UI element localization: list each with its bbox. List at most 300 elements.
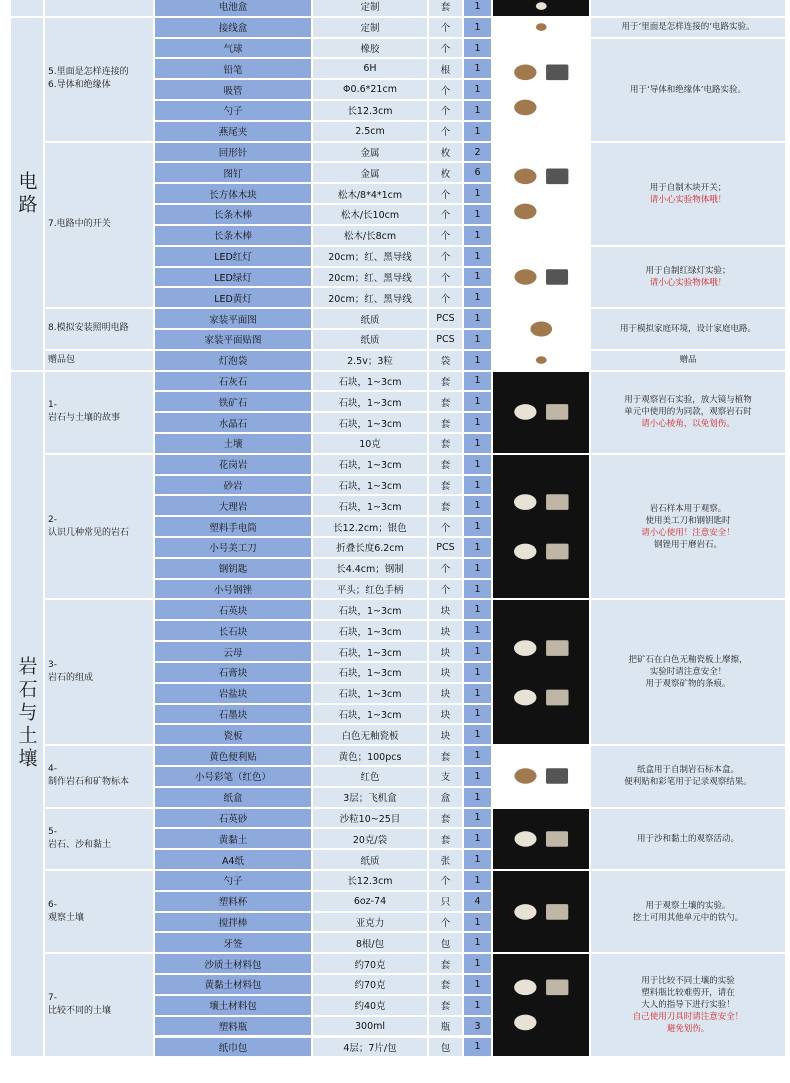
item-spec: 石块，1~3cm [338, 709, 402, 721]
item-qty-cell [463, 79, 492, 100]
item-qty: 1 [474, 708, 481, 720]
item-name: 长条木棒 [213, 210, 252, 222]
item-name-cell [154, 766, 312, 787]
item-qty-cell [463, 391, 492, 412]
item-spec-cell [312, 371, 428, 392]
item-spec: 石块，1~3cm [338, 481, 402, 493]
soil-packs-icon [500, 961, 583, 1049]
conductor-items-icon [500, 46, 583, 134]
item-unit: 块 [440, 668, 451, 680]
item-name-cell [154, 225, 312, 246]
item-unit: 套 [440, 418, 451, 430]
description-cell [590, 599, 786, 745]
item-qty: 1 [474, 458, 481, 470]
item-unit: 个 [440, 293, 451, 305]
item-qty-cell [463, 745, 492, 766]
item-qty-cell [463, 38, 492, 59]
item-name: 搅拌棒 [218, 918, 248, 930]
item-name: 回形针 [218, 148, 248, 160]
item-spec: 石块，1~3cm [338, 647, 402, 659]
item-name: A4纸 [221, 855, 245, 867]
item-spec-cell [312, 38, 428, 59]
item-unit-cell [428, 912, 463, 933]
item-qty: 1 [474, 313, 481, 325]
description-line: 把矿石在白色无釉瓷板上摩擦， [628, 655, 748, 666]
item-name-cell [154, 142, 312, 163]
description-line: 挖土可用其他单元中的铁勺。 [632, 912, 744, 923]
item-name-cell [154, 849, 312, 870]
category-cell [10, 0, 44, 17]
item-spec-cell [312, 912, 428, 933]
lesson-cell [44, 808, 154, 870]
item-spec-cell [312, 454, 428, 475]
item-unit-cell [428, 620, 463, 641]
item-spec-cell [312, 308, 428, 329]
item-unit-cell [428, 475, 463, 496]
item-unit-cell [428, 974, 463, 995]
item-unit-cell [428, 891, 463, 912]
item-name-cell [154, 100, 312, 121]
item-unit-cell [428, 683, 463, 704]
item-spec: 石块，1~3cm [338, 501, 402, 513]
safety-warning: 自己使用刀具时请注意安全！ [632, 1012, 744, 1023]
item-unit-cell [428, 808, 463, 829]
item-qty: 1 [474, 0, 481, 12]
item-name: 接线盒 [218, 23, 248, 35]
item-spec-cell [312, 162, 428, 183]
item-spec-cell [312, 766, 428, 787]
item-spec-cell [312, 433, 428, 454]
item-spec-cell [312, 828, 428, 849]
item-qty-cell [463, 787, 492, 808]
battery-box-icon [500, 0, 583, 14]
description-cell [590, 953, 786, 1057]
product-photo-cell [492, 350, 590, 371]
item-spec: 石块，1~3cm [338, 689, 402, 701]
item-qty-cell [463, 17, 492, 38]
item-unit: 枚 [440, 148, 451, 160]
item-spec: 长12.2cm；银色 [333, 522, 407, 534]
item-spec-cell [312, 183, 428, 204]
item-spec: 长12.3cm [347, 106, 393, 118]
led-lights-icon [500, 251, 583, 303]
item-spec: 金属 [360, 168, 380, 180]
item-unit-cell [428, 454, 463, 475]
item-unit-cell [428, 662, 463, 683]
product-photo-cell [492, 0, 590, 17]
item-unit-cell [428, 724, 463, 745]
item-name-cell [154, 308, 312, 329]
item-name: LED绿灯 [214, 272, 252, 284]
item-unit-cell [428, 308, 463, 329]
safety-warning: 避免划伤。 [666, 1024, 710, 1035]
item-name: 石灰石 [218, 376, 248, 388]
item-spec-cell [312, 953, 428, 974]
item-qty: 1 [474, 271, 481, 283]
item-name-cell [154, 17, 312, 38]
item-name: 气球 [223, 44, 243, 55]
item-unit: 个 [440, 252, 451, 264]
item-qty-cell [463, 599, 492, 620]
item-unit-cell [428, 121, 463, 142]
item-qty: 4 [474, 895, 481, 907]
item-spec-cell [312, 287, 428, 308]
item-name: 铅笔 [223, 64, 243, 76]
item-spec: 沙粒10~25目 [339, 813, 401, 825]
item-qty-cell [463, 808, 492, 829]
description-cell [590, 308, 786, 350]
item-name: 云母 [223, 647, 243, 659]
item-name: 小号钢锉 [213, 585, 252, 597]
category-cell [10, 17, 44, 371]
product-photo-cell [492, 38, 590, 142]
item-unit-cell [428, 495, 463, 516]
item-unit: 块 [440, 709, 451, 721]
item-qty: 1 [474, 1041, 481, 1053]
item-unit: 套 [440, 460, 451, 472]
item-unit: 只 [440, 897, 451, 909]
item-name-cell [154, 412, 312, 433]
item-name: 塑料瓶 [218, 1022, 248, 1034]
item-name-cell [154, 162, 312, 183]
item-unit-cell [428, 287, 463, 308]
item-qty: 1 [474, 729, 481, 741]
item-unit: 盒 [440, 793, 451, 805]
item-qty: 1 [474, 125, 481, 137]
item-unit: 个 [440, 876, 451, 888]
lesson-cell [44, 142, 154, 308]
safety-warning: 请小心棱角，以免划伤。 [641, 419, 735, 430]
item-unit-cell [428, 391, 463, 412]
item-spec: 6H [363, 63, 377, 75]
item-name-cell [154, 371, 312, 392]
item-qty: 1 [474, 833, 481, 845]
item-name-cell [154, 558, 312, 579]
item-spec-cell [312, 516, 428, 537]
category-label: 电路 [15, 170, 38, 217]
item-name-cell [154, 329, 312, 350]
item-name-cell [154, 79, 312, 100]
item-name: 壤土材料包 [209, 1001, 257, 1013]
lesson-cell [44, 17, 154, 142]
item-qty: 6 [474, 167, 481, 179]
item-spec-cell [312, 724, 428, 745]
item-name: 小号彩笔（红色） [194, 772, 271, 784]
item-unit-cell [428, 1016, 463, 1037]
item-name-cell [154, 891, 312, 912]
item-qty-cell [463, 995, 492, 1016]
item-name-cell [154, 662, 312, 683]
item-spec: 石块，1~3cm [338, 460, 402, 472]
item-unit: 包 [440, 938, 451, 950]
item-unit: 块 [440, 647, 451, 659]
item-qty-cell [463, 183, 492, 204]
item-name-cell [154, 1037, 312, 1058]
item-name: 吸管 [223, 85, 243, 97]
item-spec: 约70克 [354, 959, 386, 971]
item-qty: 1 [474, 562, 481, 574]
item-unit-cell [428, 849, 463, 870]
item-spec-cell [312, 1016, 428, 1037]
item-unit-cell [428, 787, 463, 808]
item-name-cell [154, 974, 312, 995]
item-qty-cell [463, 912, 492, 933]
item-spec-cell [312, 100, 428, 121]
item-unit-cell [428, 745, 463, 766]
item-unit-cell [428, 100, 463, 121]
item-name: 燕尾夹 [218, 127, 248, 139]
item-name-cell [154, 38, 312, 59]
item-spec-cell [312, 849, 428, 870]
item-unit: 支 [440, 772, 451, 784]
item-name-cell [154, 537, 312, 558]
item-qty: 1 [474, 958, 481, 970]
item-spec: 金属 [360, 148, 380, 160]
item-qty-cell [463, 308, 492, 329]
product-photo-cell [492, 142, 590, 246]
item-qty-cell [463, 121, 492, 142]
item-spec-cell [312, 704, 428, 725]
item-qty: 1 [474, 417, 481, 429]
item-unit-cell [428, 704, 463, 725]
item-unit: PCS [436, 313, 455, 325]
description-line: 用于自制红绿灯实验； [645, 265, 731, 276]
item-unit-cell [428, 558, 463, 579]
item-unit: 套 [440, 2, 451, 14]
item-spec: 石块，1~3cm [338, 376, 402, 388]
item-name: 灯泡袋 [218, 356, 248, 368]
item-unit: 块 [440, 605, 451, 617]
item-unit-cell [428, 79, 463, 100]
item-spec-cell [312, 246, 428, 267]
item-unit: PCS [436, 333, 455, 345]
description-cell [590, 870, 786, 953]
item-spec-cell [312, 870, 428, 891]
product-photo-cell [492, 599, 590, 745]
description-line: 单元中使用的为同款，观察岩石时 [624, 407, 752, 418]
item-unit-cell [428, 828, 463, 849]
item-name: 石英砂 [218, 813, 248, 825]
description-line: 岩石样本用于观察。 [649, 503, 727, 514]
lesson-cell [44, 371, 154, 454]
item-name-cell [154, 495, 312, 516]
item-unit-cell [428, 579, 463, 600]
junction-box-icon [500, 19, 583, 35]
item-unit: PCS [436, 541, 455, 553]
item-spec-cell [312, 787, 428, 808]
item-name: 牙签 [223, 938, 243, 950]
item-unit-cell [428, 267, 463, 288]
item-qty: 1 [474, 229, 481, 241]
lesson-label: 3- 岩石的组成 [48, 660, 94, 684]
item-qty-cell [463, 204, 492, 225]
item-qty: 1 [474, 333, 481, 345]
item-name-cell [154, 953, 312, 974]
category-label: 岩石与土壤 [15, 656, 38, 772]
item-spec: 折叠长度6.2cm [336, 543, 404, 555]
item-spec-cell [312, 0, 428, 17]
description-cell [590, 17, 786, 38]
lesson-label: 6- 观察土壤 [48, 899, 85, 923]
item-qty-cell [463, 1016, 492, 1037]
item-name: 长石块 [218, 626, 248, 638]
item-name-cell [154, 267, 312, 288]
item-qty: 1 [474, 63, 481, 75]
description-line: 用于观察岩石实验，放大镜与植物 [624, 395, 752, 406]
item-spec-cell [312, 350, 428, 371]
item-unit: 套 [440, 751, 451, 763]
item-spec: 橡胶 [360, 44, 380, 55]
item-name-cell [154, 454, 312, 475]
product-photo-cell [492, 870, 590, 953]
item-spec-cell [312, 391, 428, 412]
item-spec: 长12.3cm [347, 876, 393, 888]
product-photo-cell [492, 246, 590, 308]
item-spec-cell [312, 974, 428, 995]
item-spec: 2.5cm [355, 125, 385, 137]
item-name: 黄色便利贴 [209, 751, 257, 763]
item-qty-cell [463, 350, 492, 371]
item-qty-cell [463, 662, 492, 683]
item-spec: 20cm；红、黑导线 [328, 252, 412, 264]
item-qty: 2 [474, 146, 481, 158]
item-spec: Φ0.6*21cm [343, 84, 397, 96]
item-qty: 3 [474, 1020, 481, 1032]
item-spec-cell [312, 683, 428, 704]
item-unit-cell [428, 58, 463, 79]
item-spec-cell [312, 599, 428, 620]
item-unit-cell [428, 932, 463, 953]
item-name: 沙质土材料包 [204, 959, 262, 971]
lesson-cell [44, 745, 154, 807]
lesson-label: 1- 岩石与土壤的故事 [48, 400, 121, 424]
item-spec: 纸质 [360, 314, 380, 326]
item-name: 土壤 [223, 439, 243, 451]
common-rocks-icon [500, 465, 583, 589]
item-name-cell [154, 870, 312, 891]
item-unit: 袋 [440, 356, 451, 368]
item-name: 瓷板 [223, 730, 243, 742]
item-unit: 套 [440, 481, 451, 493]
item-unit-cell [428, 329, 463, 350]
item-name: 钢钥匙 [218, 564, 248, 576]
item-qty-cell [463, 58, 492, 79]
description-line: 用于模拟家庭环境，设计家庭电路。 [619, 323, 756, 334]
description-line: 便利贴和彩笔用于记录观察结果。 [624, 777, 752, 788]
item-qty-cell [463, 287, 492, 308]
item-unit-cell [428, 516, 463, 537]
item-name: 长条木棒 [213, 231, 252, 243]
description-line: 用于比较不同土壤的实验 [641, 976, 735, 987]
item-qty: 1 [474, 854, 481, 866]
item-name-cell [154, 0, 312, 17]
description-cell [590, 246, 786, 308]
item-unit-cell [428, 204, 463, 225]
item-qty: 1 [474, 874, 481, 886]
item-unit: 块 [440, 626, 451, 638]
item-spec-cell [312, 579, 428, 600]
item-qty-cell [463, 974, 492, 995]
product-photo-cell [492, 308, 590, 350]
item-qty-cell [463, 225, 492, 246]
item-name: 铁矿石 [218, 397, 248, 409]
item-name: 家装平面图 [209, 314, 257, 326]
item-spec: 20cm；红、黑导线 [328, 293, 412, 305]
item-qty: 1 [474, 250, 481, 262]
lesson-cell [44, 454, 154, 600]
item-qty-cell [463, 246, 492, 267]
item-spec-cell [312, 121, 428, 142]
item-spec-cell [312, 475, 428, 496]
item-unit: 块 [440, 689, 451, 701]
lesson-label: 5- 岩石、沙和黏土 [48, 826, 112, 850]
item-name: LED黄灯 [214, 293, 252, 305]
item-qty: 1 [474, 21, 481, 33]
description-line: 塑料瓶比较难剪开，请在 [641, 988, 735, 999]
item-qty-cell [463, 620, 492, 641]
item-unit: 个 [440, 23, 451, 35]
item-name-cell [154, 183, 312, 204]
item-qty: 1 [474, 375, 481, 387]
item-spec: 300ml [354, 1020, 386, 1032]
item-unit: 张 [440, 855, 451, 867]
item-unit-cell [428, 599, 463, 620]
item-qty-cell [463, 641, 492, 662]
lesson-label: 8.模拟安装照明电路 [48, 323, 129, 334]
item-name-cell [154, 516, 312, 537]
item-unit: 块 [440, 730, 451, 742]
item-unit-cell [428, 0, 463, 17]
item-spec: 石块，1~3cm [338, 626, 402, 638]
item-spec-cell [312, 204, 428, 225]
item-unit-cell [428, 433, 463, 454]
item-name: 水晶石 [218, 418, 248, 430]
description-cell [590, 350, 786, 371]
item-qty: 1 [474, 437, 481, 449]
item-qty: 1 [474, 292, 481, 304]
item-spec: 白色无釉瓷板 [341, 730, 399, 742]
rock-samples-icon [500, 377, 583, 447]
item-qty: 1 [474, 208, 481, 220]
item-unit-cell [428, 183, 463, 204]
category-cell [10, 371, 44, 1058]
item-name: 勺子 [223, 106, 243, 118]
item-qty-cell [463, 766, 492, 787]
item-spec: 8根/包 [355, 938, 385, 950]
item-unit-cell [428, 246, 463, 267]
product-photo-cell [492, 371, 590, 454]
item-spec-cell [312, 58, 428, 79]
item-unit-cell [428, 641, 463, 662]
description-line: 赠品 [679, 355, 697, 366]
lesson-label: 5.里面是怎样连接的 6.导体和绝缘体 [48, 67, 129, 91]
description-cell [590, 745, 786, 807]
item-name: 纸巾包 [218, 1042, 248, 1054]
description-cell [590, 808, 786, 870]
item-name: 图钉 [223, 168, 243, 180]
item-unit: 个 [440, 272, 451, 284]
item-spec-cell [312, 329, 428, 350]
item-unit-cell [428, 38, 463, 59]
item-spec-cell [312, 267, 428, 288]
soil-tools-icon [500, 877, 583, 947]
item-spec: 约40克 [354, 1001, 386, 1013]
item-unit: 套 [440, 376, 451, 388]
item-qty: 1 [474, 646, 481, 657]
item-name: 电池盒 [218, 2, 248, 14]
item-qty: 1 [474, 354, 481, 366]
item-name-cell [154, 599, 312, 620]
